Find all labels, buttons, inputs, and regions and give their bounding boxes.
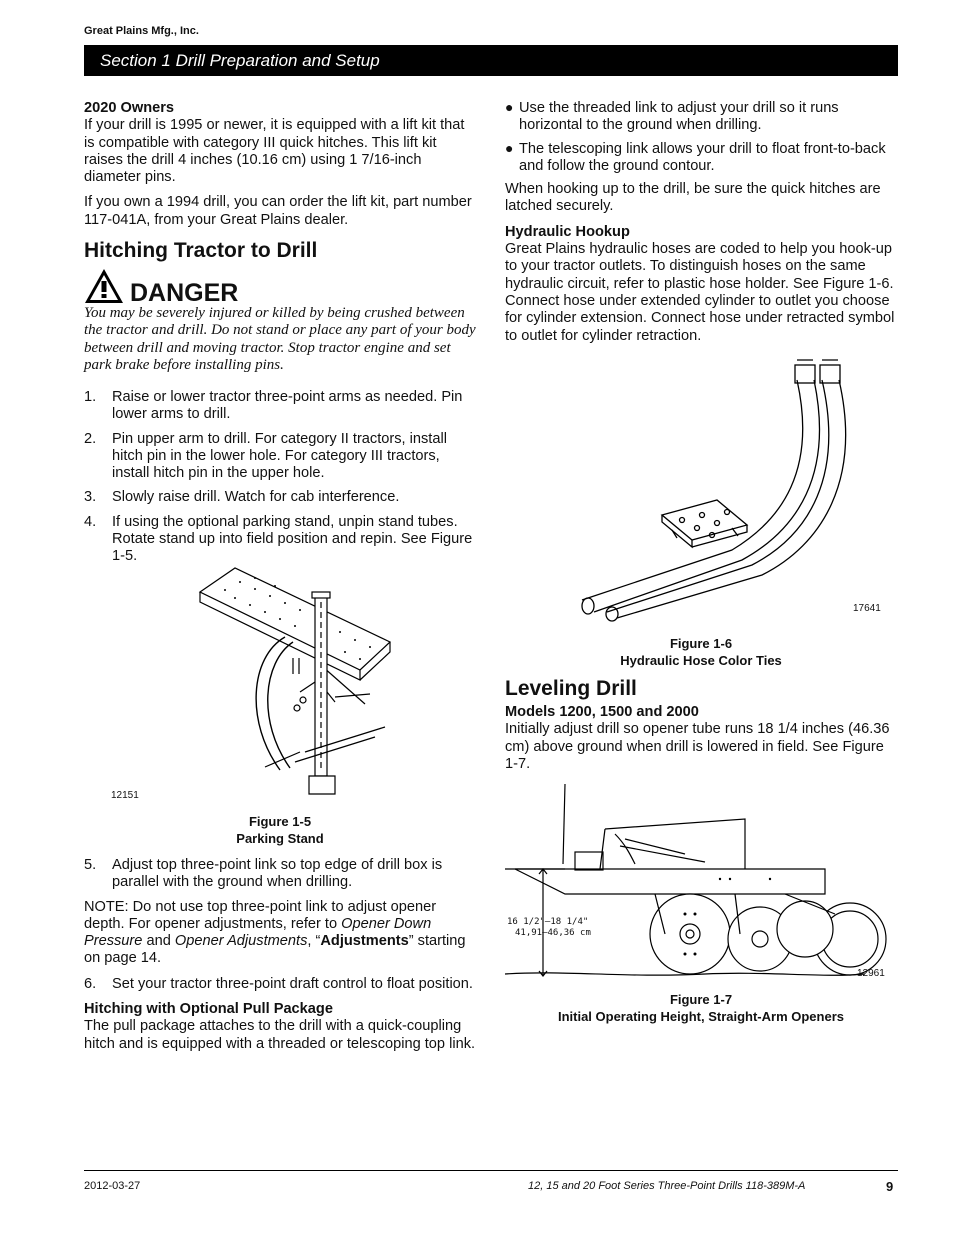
opener-height-illustration (505, 784, 895, 984)
pull-package-heading: Hitching with Optional Pull Package (84, 1001, 333, 1018)
warning-triangle-icon (84, 268, 124, 304)
page-number: 9 (886, 1179, 894, 1194)
footer-document-title: 12, 15 and 20 Foot Series Three-Point Drills 118-389M-A (528, 1180, 806, 1192)
fig5-title: Parking Stand (236, 831, 324, 846)
note-paragraph: NOTE: Do not use top three-point link to adjust opener depth. For opener adjustments, refer to Opener Down Pressure and Opener Adjustments, “Adjustments” starting on page 14. (84, 898, 466, 967)
parking-stand-illustration (195, 562, 395, 807)
fig6-label: Figure 1-6 (669, 636, 733, 651)
step-2: 2. Pin upper arm to drill. For category II tractors, install hitch pin in the lower hole. For category III tractors, install hitch pin in the upper hole. (84, 430, 447, 482)
leveling-heading: Leveling Drill (505, 677, 637, 700)
left-column-top (84, 100, 478, 237)
fig7-dimension-inches: 16 1/2"–18 1/4" (507, 917, 589, 927)
step-1: 1. Raise or lower tractor three-point arms as needed. Pin lower arms to drill. (84, 389, 463, 423)
hydraulic-paragraph: Great Plains hydraulic hoses are coded to help you hook-up to your tractor outlets. To distinguish hoses on the same hydraulic circuit, refer to plastic hose holder. See Figure 1-6. Connect hose under extended cylinder to outlet you choose for cylinder extension. Connect hose under retracted symbol to outlet for cylinder retraction. (505, 241, 895, 344)
models-paragraph: Initially adjust drill so opener tube runs 18 1/4 inches (46.36 cm) above ground when drill is lowered in field. See Figure 1-7. (505, 721, 890, 772)
fig6-caption (560, 635, 842, 669)
section-title-bar: Section 1 Drill Preparation and Setup (84, 45, 898, 76)
models-heading: Models 1200, 1500 and 2000 (505, 704, 699, 720)
danger-text: You may be severely injured or killed by being crushed between the tractor and drill. Do not stand or place any part of your body between drill and moving tractor. Stop tractor engine and set park brake before installing pins. (84, 305, 476, 374)
right-column-top (505, 100, 898, 353)
fig6-title: Hydraulic Hose Color Ties (620, 653, 782, 668)
left-column-bottom (84, 857, 478, 1061)
steps-list (84, 389, 478, 573)
step-6: 6. Set your tractor three-point draft control to float position. (84, 975, 473, 992)
fig7-dimension-cm: 41,91–46,36 cm (515, 928, 591, 938)
fig5-label: Figure 1-5 (248, 814, 312, 829)
owners-heading: 2020 Owners (84, 100, 175, 116)
step-5: 5. Adjust top three-point link so top edge of drill box is parallel with the ground when drilling. (84, 857, 443, 891)
owners-paragraph-2: If you own a 1994 drill, you can order the lift kit, part number 117-041A, from your Great Plains dealer. (84, 194, 472, 228)
bullet-icon: ● (505, 139, 514, 156)
bullet-telescoping-link: ● The telescoping link allows your drill to float front-to-back and follow the ground contour. (505, 139, 886, 174)
hydraulic-hose-illustration (552, 360, 852, 620)
company-name: Great Plains Mfg., Inc. (84, 25, 199, 37)
fig7-caption (520, 991, 882, 1025)
footer-date: 2012-03-27 (84, 1180, 141, 1192)
fig7-dimension-label (507, 917, 591, 939)
step-4: 4. If using the optional parking stand, unpin stand tubes. Rotate stand up into field position and repin. See Figure 1-5. (84, 513, 473, 565)
fig6-number-tag: 17641 (853, 603, 881, 614)
pull-package-paragraph: The pull package attaches to the drill with a quick-coupling hitch and is equipped with a threaded or telescoping top link. (84, 1018, 476, 1052)
fig7-label: Figure 1-7 (669, 992, 733, 1007)
hitching-heading: Hitching Tractor to Drill (84, 239, 318, 262)
bullet-threaded-link: ● Use the threaded link to adjust your drill so it runs horizontal to the ground when drilling. (505, 99, 839, 134)
hook-paragraph: When hooking up to the drill, be sure the quick hitches are latched securely. (505, 181, 881, 215)
bullet-icon: ● (505, 99, 514, 115)
fig7-number-tag: 12961 (857, 968, 885, 979)
fig5-caption (180, 813, 380, 847)
fig7-title: Initial Operating Height, Straight-Arm Openers (557, 1009, 845, 1024)
step-3: 3. Slowly raise drill. Watch for cab interference. (84, 489, 400, 506)
owners-paragraph-1: If your drill is 1995 or newer, it is equipped with a lift kit that is compatible with category III quick hitches. This lift kit raises the drill 4 inches (10.16 cm) using 1 7/16-inch diameter pins. (84, 117, 465, 186)
hydraulic-heading: Hydraulic Hookup (505, 223, 630, 240)
fig5-number-tag: 12151 (111, 790, 139, 801)
right-column-leveling (505, 704, 898, 781)
danger-label: DANGER (130, 279, 239, 307)
footer-divider (84, 1170, 898, 1171)
